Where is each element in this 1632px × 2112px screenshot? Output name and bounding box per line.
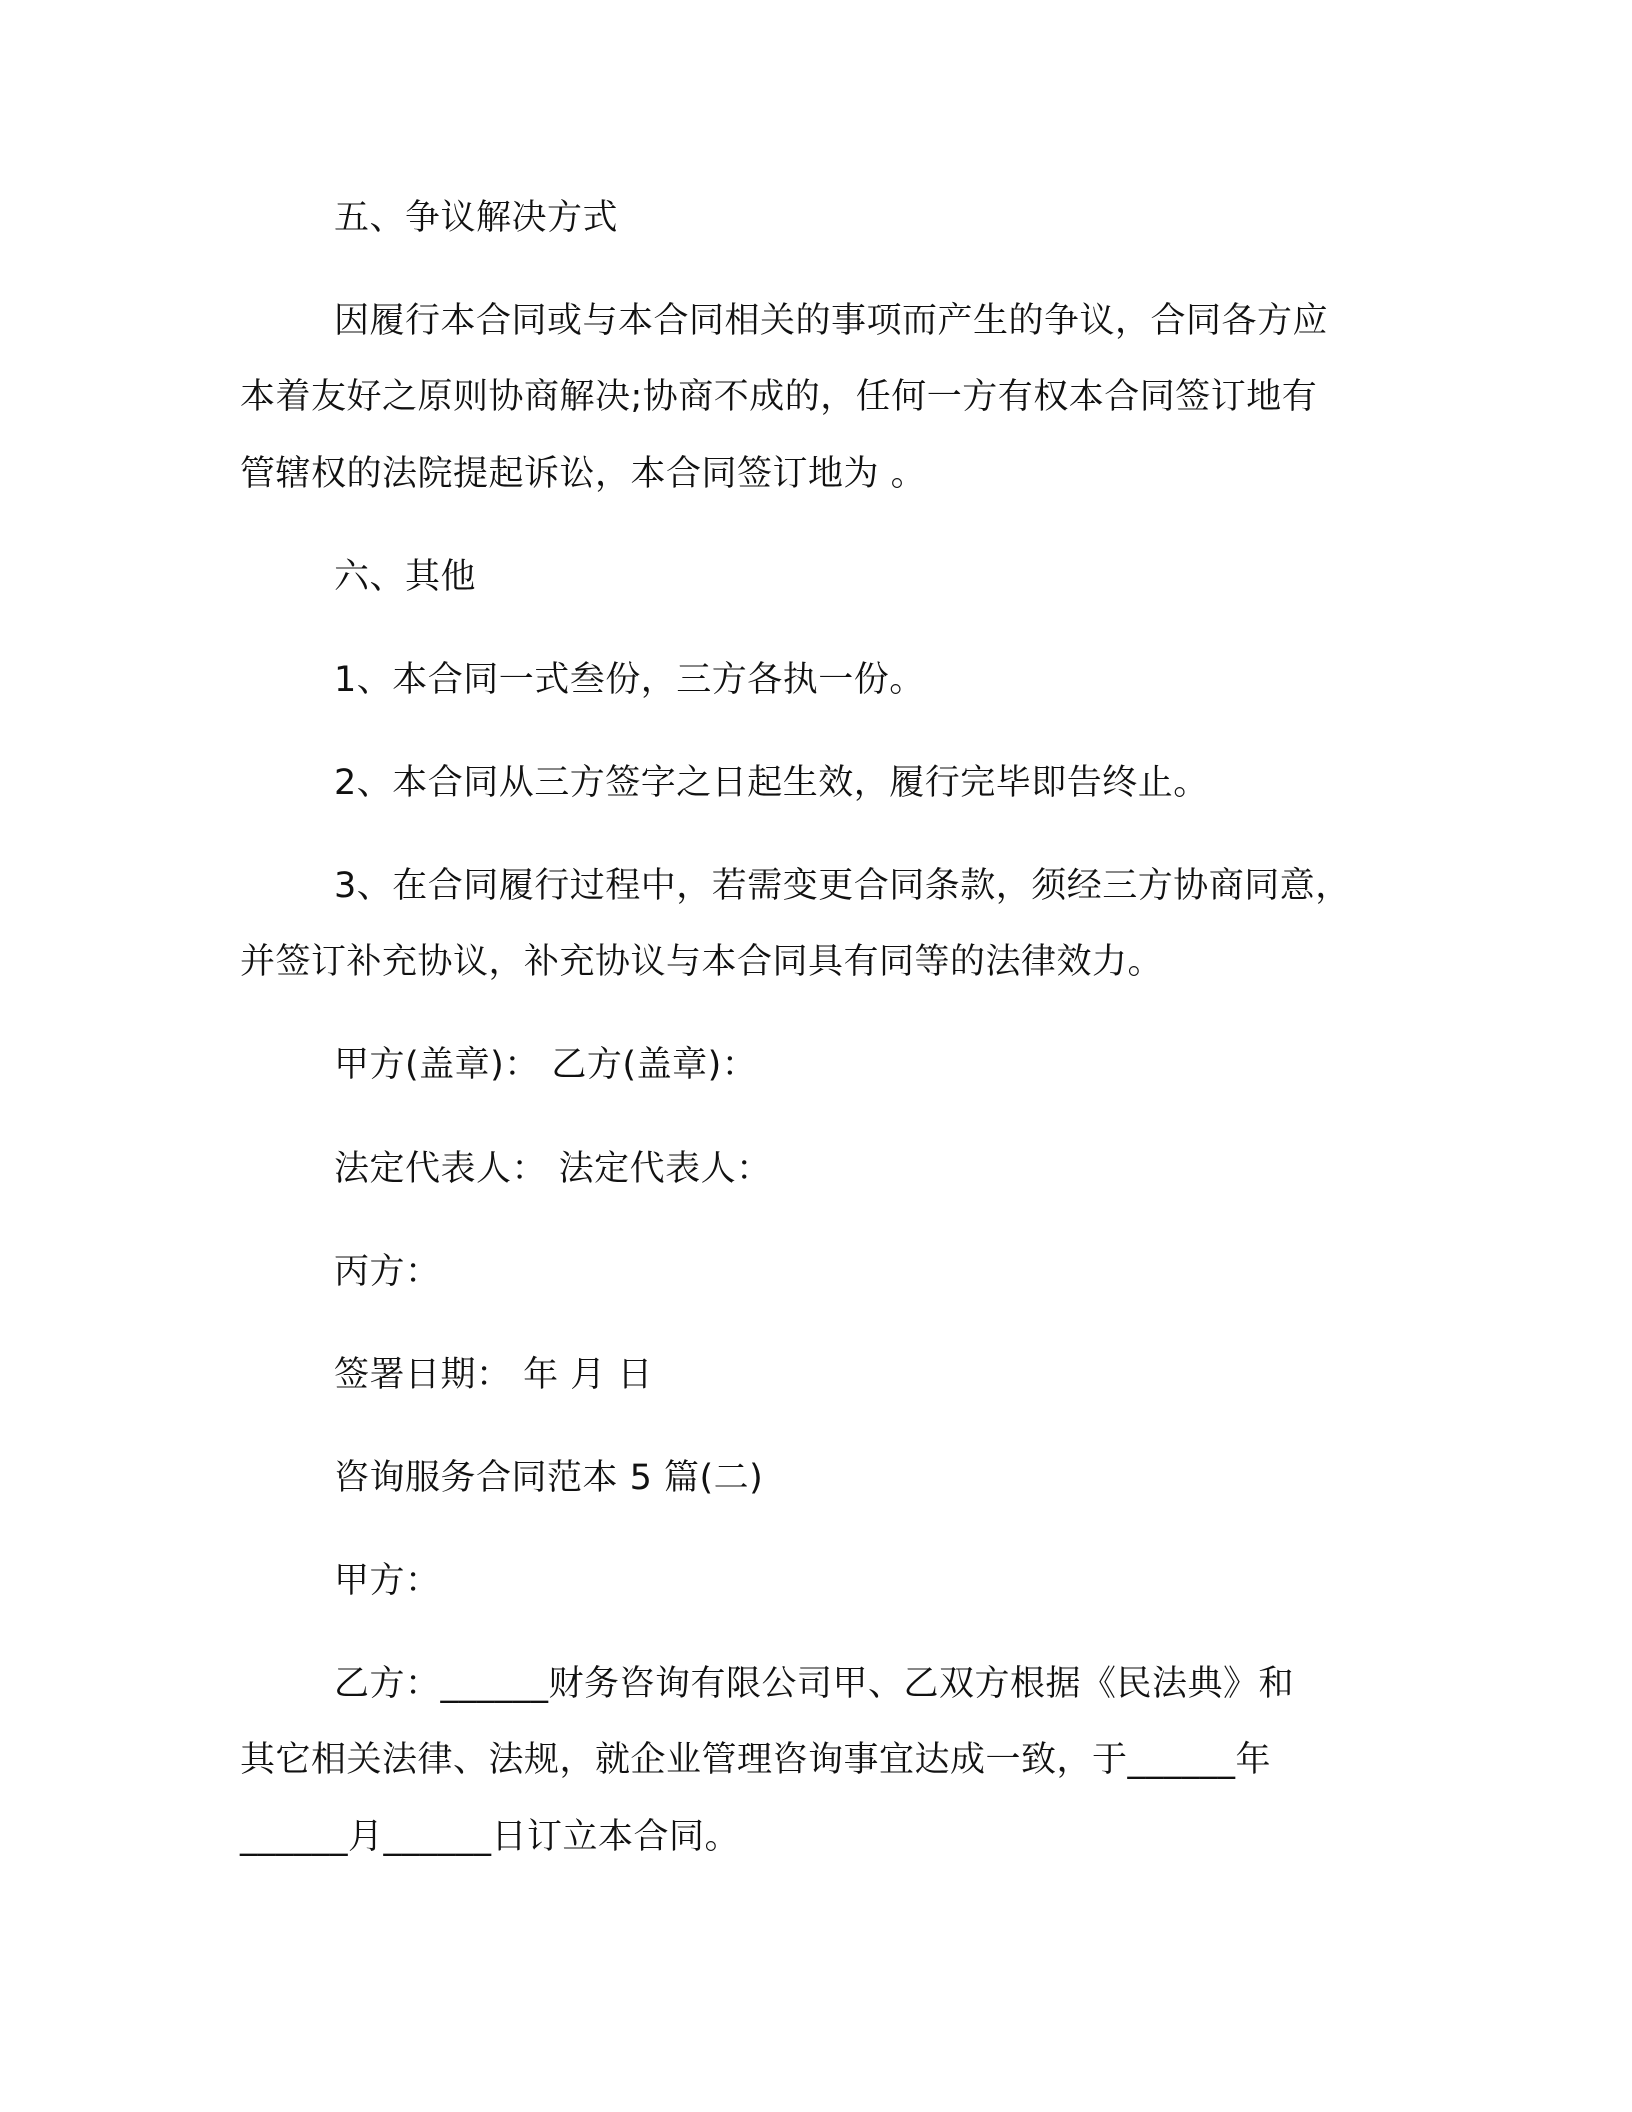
- section-6-item-2: 2、本合同从三方签字之日起生效，履行完毕即告终止。: [334, 763, 1209, 803]
- party-ab-seal-line: 甲方(盖章)： 乙方(盖章)：: [334, 1045, 758, 1085]
- party-c-line: 丙方：: [334, 1252, 441, 1292]
- second-contract-party-a: 甲方：: [334, 1561, 441, 1601]
- section-5-paragraph-line-2: 本着友好之原则协商解决;协商不成的，任何一方有权本合同签订地有: [240, 377, 1318, 417]
- sign-date-line: 签署日期： 年 月 日: [334, 1355, 653, 1395]
- second-contract-title: 咨询服务合同范本 5 篇(二): [334, 1458, 764, 1498]
- section-5-heading: 五、争议解决方式: [334, 198, 619, 238]
- section-6-item-3-line-2: 并签订补充协议，补充协议与本合同具有同等的法律效力。: [240, 942, 1164, 982]
- section-5-paragraph-line-3: 管辖权的法院提起诉讼，本合同签订地为 。: [240, 454, 927, 494]
- second-contract-intro-line-3: ______月______日订立本合同。: [240, 1817, 741, 1857]
- legal-representatives-line: 法定代表人： 法定代表人：: [334, 1149, 772, 1189]
- section-6-item-3-line-1: 3、在合同履行过程中，若需变更合同条款，须经三方协商同意，: [334, 866, 1351, 906]
- section-5-paragraph-line-1: 因履行本合同或与本合同相关的事项而产生的争议，合同各方应: [334, 301, 1329, 341]
- section-6-item-1: 1、本合同一式叁份，三方各执一份。: [334, 660, 925, 700]
- section-6-heading: 六、其他: [334, 557, 477, 597]
- second-contract-intro-line-1: 乙方：______财务咨询有限公司甲、乙双方根据《民法典》和: [334, 1664, 1295, 1704]
- second-contract-intro-line-2: 其它相关法律、法规，就企业管理咨询事宜达成一致，于______年: [240, 1740, 1272, 1780]
